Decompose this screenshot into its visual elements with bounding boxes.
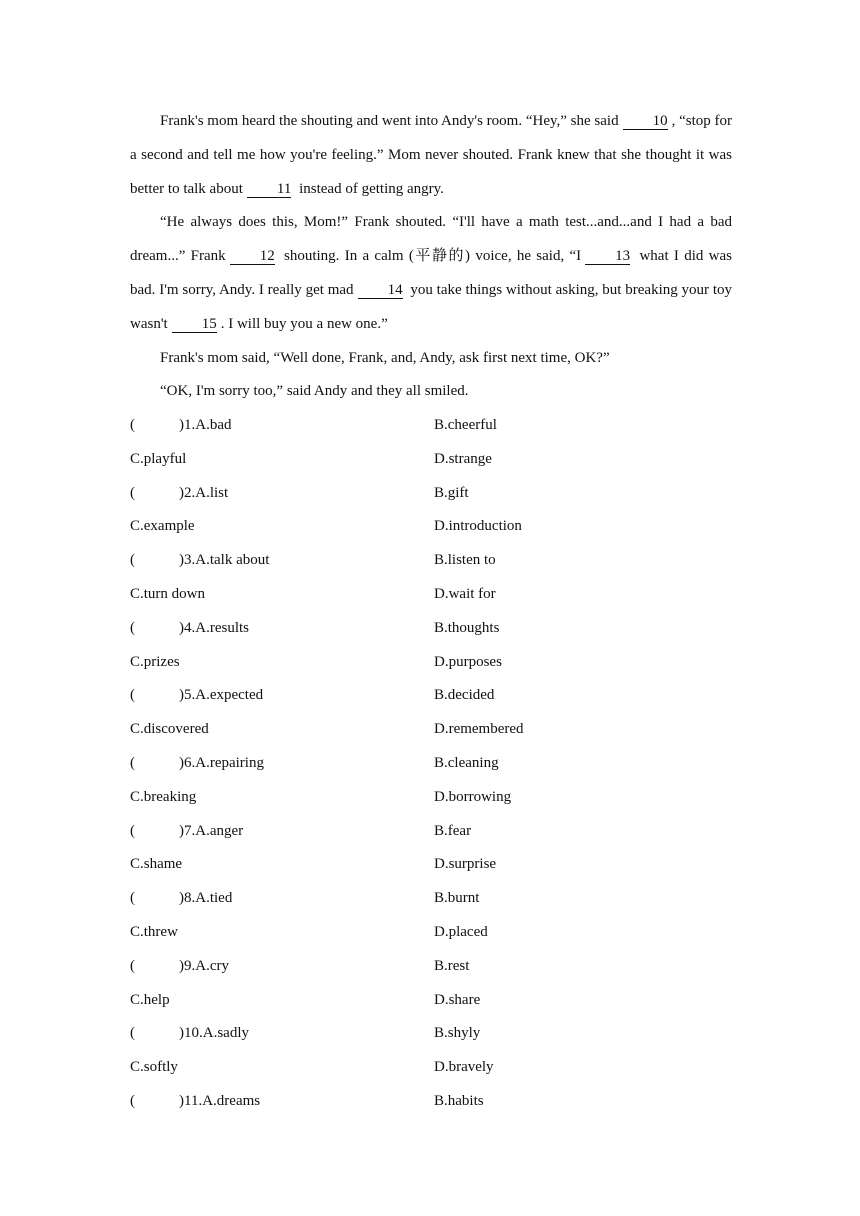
reading-passage — [130, 105, 732, 409]
question-row — [130, 950, 732, 984]
option-c: C.prizes — [130, 653, 180, 670]
answer-paren-open: ( — [130, 754, 135, 771]
text: shouting. In a calm (平静的) voice, he said, “I — [283, 248, 582, 265]
question-number — [130, 679, 434, 713]
blank-11: 11 — [247, 182, 291, 198]
option-c: C.threw — [130, 923, 178, 940]
question-num: )2. — [179, 484, 196, 501]
question-row — [130, 679, 732, 713]
text: instead of getting angry. — [299, 180, 444, 197]
question-num: )4. — [179, 619, 196, 636]
option-b: B.decided — [434, 687, 495, 704]
question-number — [130, 477, 434, 511]
blank-14: 14 — [358, 283, 403, 299]
question-row — [130, 815, 732, 849]
text: “He always does this, Mom!” Frank shouted. “I'll have a math test...and...and I had a bad dream...” Frank — [130, 214, 732, 265]
blank-13: 13 — [585, 249, 630, 265]
option-b: B.cheerful — [434, 417, 497, 433]
question-row — [130, 612, 732, 646]
option-a: A.repairing — [195, 754, 264, 771]
option-c: C.help — [130, 991, 170, 1008]
answer-paren-open: ( — [130, 822, 135, 839]
answer-paren-open: ( — [130, 1092, 135, 1109]
answer-paren-open: ( — [130, 417, 135, 433]
option-a: A.list — [195, 484, 229, 501]
text: you take things without asking, but breaking your toy wasn't — [130, 281, 732, 332]
question-num: )1. — [179, 417, 196, 433]
question-row — [130, 544, 732, 578]
question-number — [130, 882, 434, 916]
question-number — [130, 747, 434, 781]
question-num: )8. — [179, 890, 196, 907]
question-row — [130, 747, 732, 781]
option-c: C.breaking — [130, 788, 197, 805]
answer-paren-open: ( — [130, 957, 135, 974]
text: , “stop for a second and tell me how you're feeling.” Mom never shouted. Frank knew that she thought it was better to talk about — [130, 113, 733, 197]
question-row-cd — [130, 578, 732, 612]
option-b: B.habits — [434, 1092, 484, 1109]
option-d: D.surprise — [434, 856, 497, 873]
answer-paren-open: ( — [130, 552, 135, 569]
question-num: )9. — [179, 957, 196, 974]
answer-paren-open: ( — [130, 619, 135, 636]
option-b: B.gift — [434, 484, 469, 501]
option-c: C.softly — [130, 1059, 178, 1076]
answer-paren-open: ( — [130, 890, 135, 907]
paragraph-4: “OK, I'm sorry too,” said Andy and they all smiled. — [160, 383, 469, 400]
option-a: A.bad — [195, 417, 232, 433]
question-row-cd — [130, 646, 732, 680]
text: what I did was bad. I'm sorry, Andy. I really get mad — [130, 248, 732, 298]
option-d: D.borrowing — [434, 788, 512, 805]
option-d: D.share — [434, 991, 481, 1008]
question-row — [130, 882, 732, 916]
option-a: A.tied — [195, 890, 233, 907]
option-d: D.placed — [434, 923, 488, 940]
paragraph-1 — [130, 105, 732, 206]
option-b: B.thoughts — [434, 619, 500, 636]
option-b: B.shyly — [434, 1025, 481, 1042]
question-row — [130, 1017, 732, 1051]
question-num: )6. — [179, 754, 196, 771]
option-d: D.strange — [434, 450, 492, 467]
paragraph-2 — [130, 206, 732, 341]
question-number — [130, 409, 434, 443]
question-row-cd — [130, 713, 732, 747]
option-d: D.wait for — [434, 585, 496, 602]
answer-paren-open: ( — [130, 1025, 135, 1042]
blank-10: 10 — [623, 114, 668, 130]
answer-paren-open: ( — [130, 687, 135, 704]
question-row-cd — [130, 1051, 732, 1085]
option-c: C.example — [130, 518, 195, 535]
question-row-cd — [130, 916, 732, 950]
option-b: B.fear — [434, 822, 472, 839]
question-row-cd — [130, 781, 732, 815]
question-row — [130, 1085, 732, 1119]
question-number — [130, 1085, 434, 1119]
text: Frank's mom heard the shouting and went into Andy's room. “Hey,” she said — [160, 113, 619, 129]
option-a: A.cry — [195, 957, 229, 974]
question-options — [130, 409, 732, 1119]
question-number — [130, 1017, 434, 1051]
question-num: )7. — [179, 822, 196, 839]
option-b: B.cleaning — [434, 754, 499, 771]
question-row-cd — [130, 443, 732, 477]
option-d: D.introduction — [434, 518, 522, 535]
question-row — [130, 409, 732, 443]
option-a: A.dreams — [202, 1092, 261, 1109]
paragraph-3: Frank's mom said, “Well done, Frank, and, Andy, ask first next time, OK?” — [160, 349, 610, 366]
question-num: )3. — [179, 552, 196, 569]
blank-12: 12 — [230, 249, 275, 265]
text: . I will buy you a new one.” — [220, 315, 388, 332]
question-num: )10. — [179, 1025, 203, 1042]
question-row — [130, 477, 732, 511]
blank-15: 15 — [172, 317, 217, 333]
option-c: C.shame — [130, 856, 183, 873]
question-row-cd — [130, 848, 732, 882]
question-number — [130, 815, 434, 849]
option-a: A.results — [195, 619, 249, 636]
question-row-cd — [130, 510, 732, 544]
option-d: D.bravely — [434, 1059, 494, 1076]
option-d: D.purposes — [434, 653, 502, 670]
option-d: D.remembered — [434, 721, 524, 738]
option-a: A.anger — [195, 822, 244, 839]
option-b: B.listen to — [434, 552, 496, 569]
option-a: A.expected — [195, 687, 264, 704]
option-c: C.turn down — [130, 585, 205, 602]
option-a: A.sadly — [202, 1025, 249, 1042]
question-num: )11. — [179, 1092, 203, 1109]
option-b: B.burnt — [434, 890, 480, 907]
question-num: )5. — [179, 687, 196, 704]
option-a: A.talk about — [195, 552, 270, 569]
question-row-cd — [130, 984, 732, 1018]
option-b: B.rest — [434, 957, 470, 974]
option-c: C.playful — [130, 450, 187, 467]
answer-paren-open: ( — [130, 484, 135, 501]
question-number — [130, 544, 434, 578]
question-number — [130, 612, 434, 646]
question-number — [130, 950, 434, 984]
option-c: C.discovered — [130, 721, 209, 738]
